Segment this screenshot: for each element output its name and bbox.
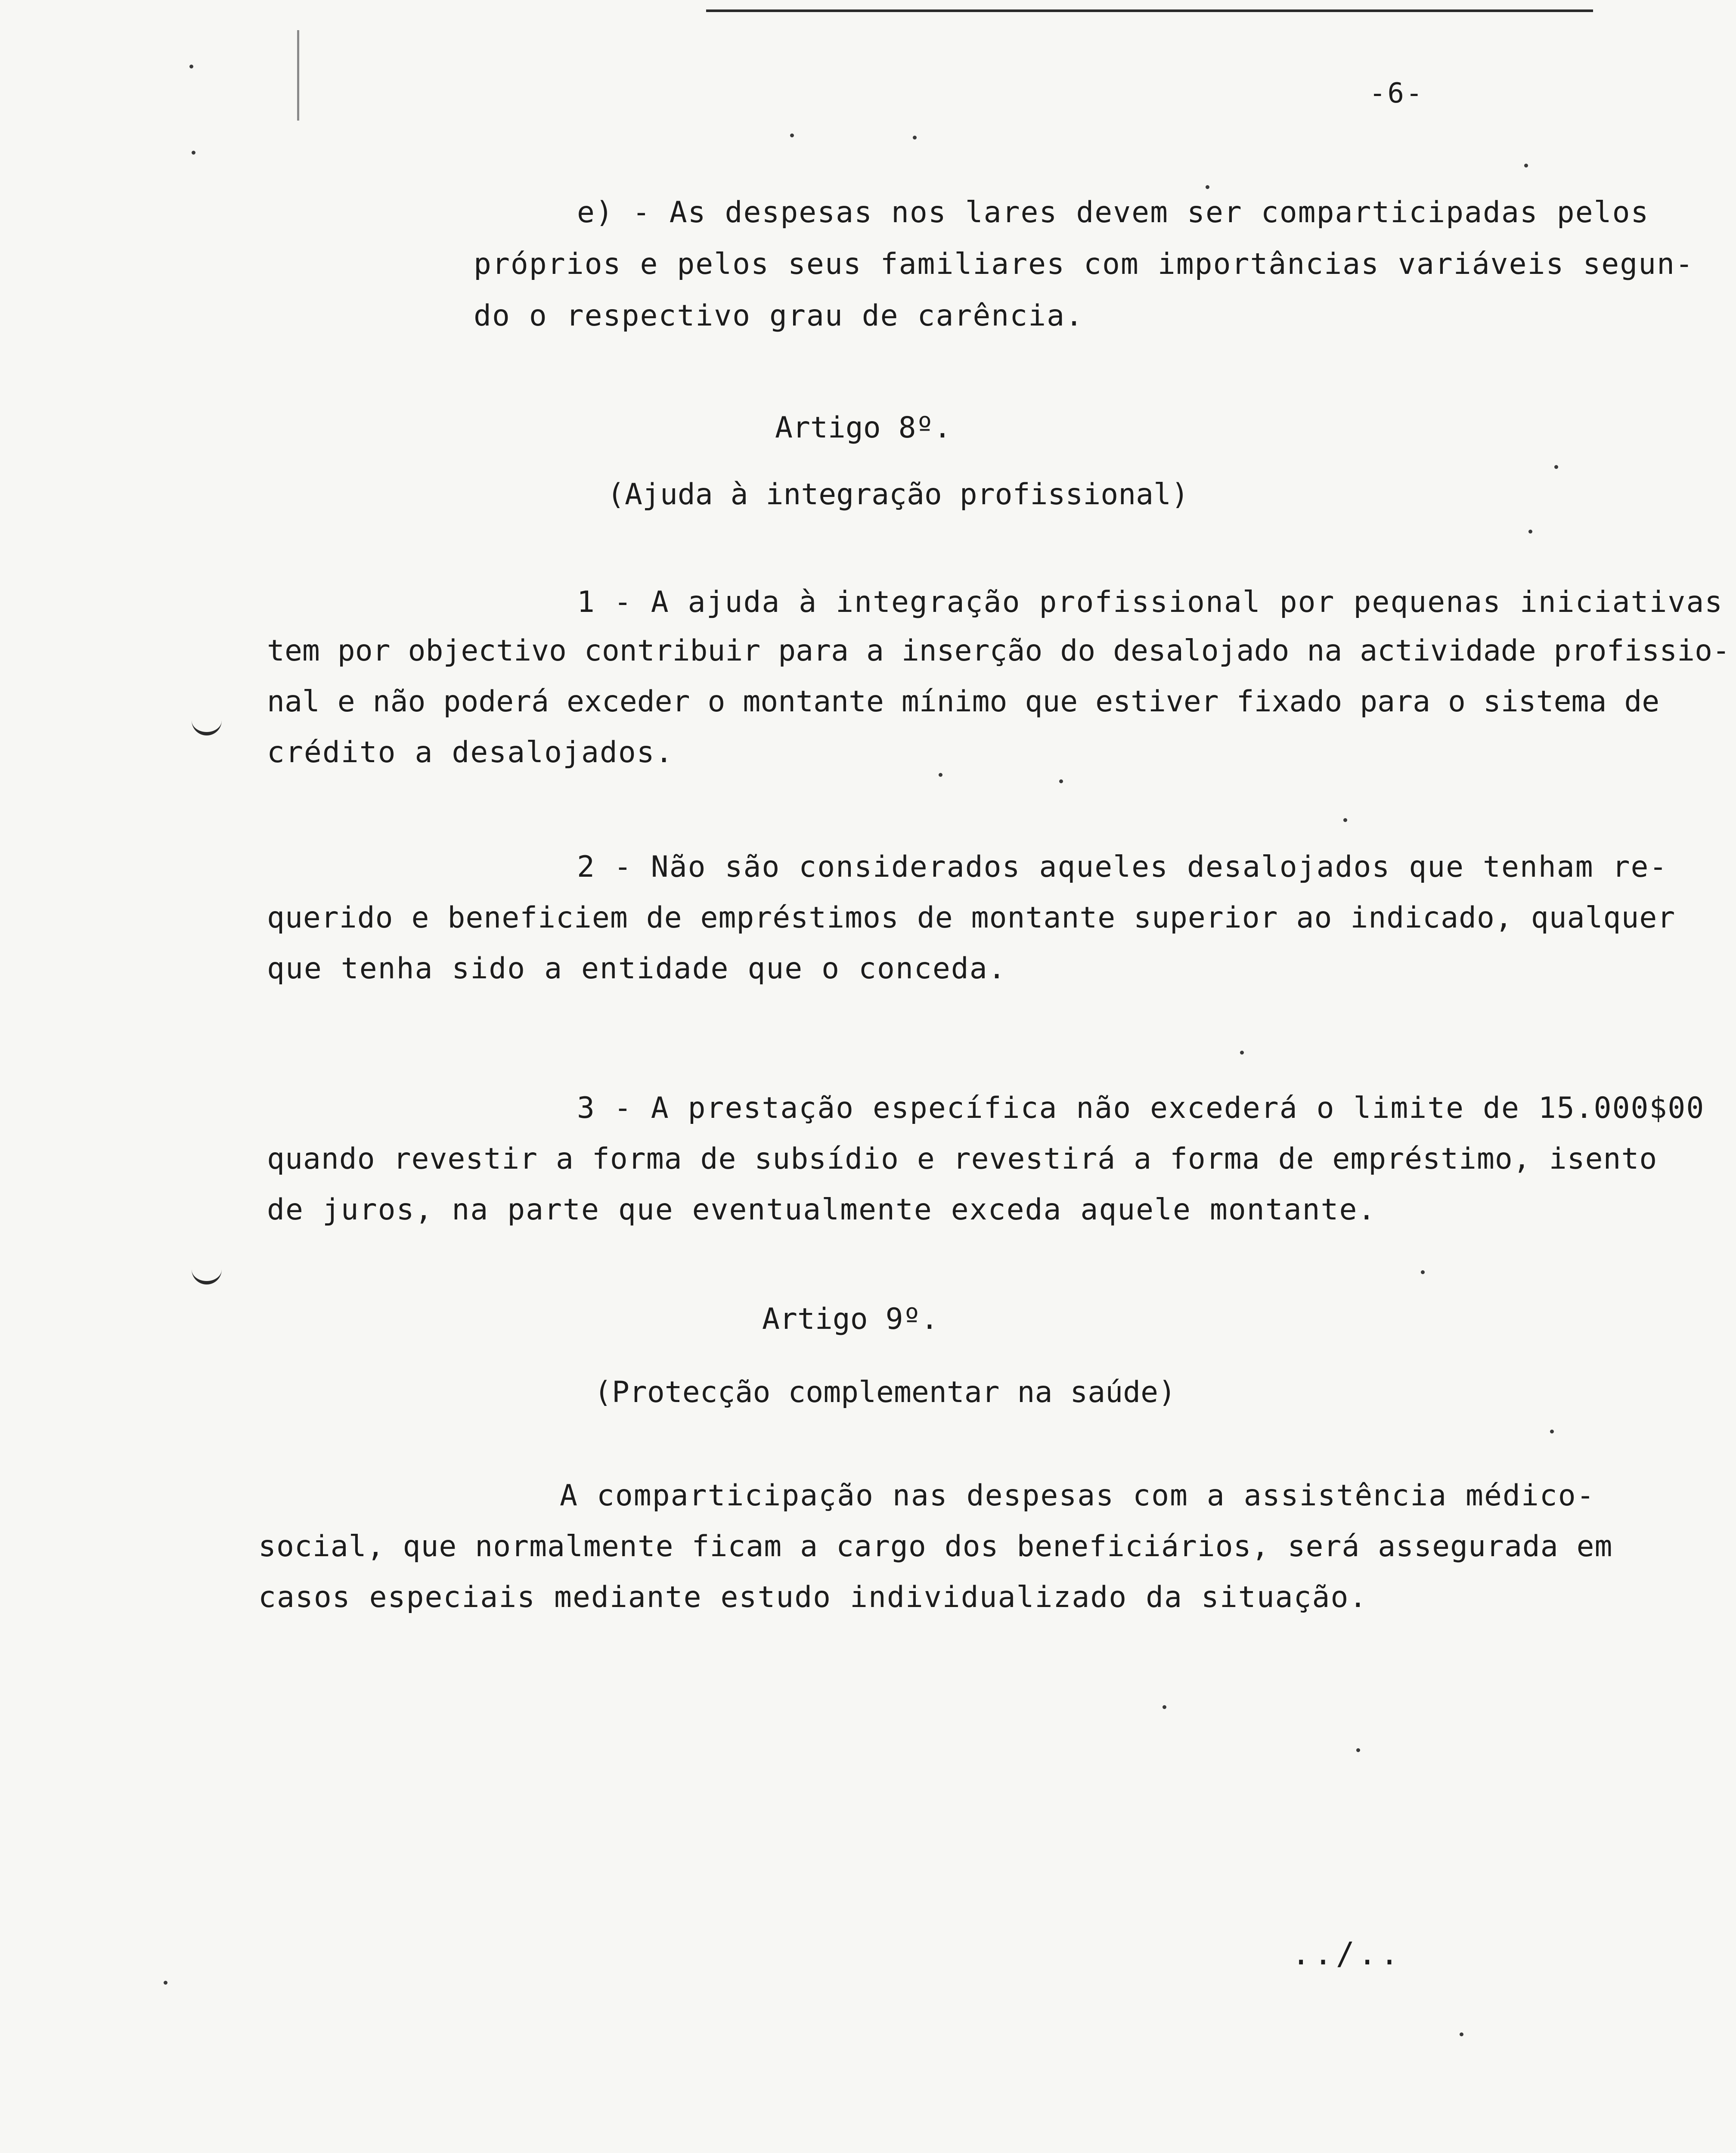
artigo-9-p1-line-1: A comparticipação nas despesas com a assistência médico- — [560, 1479, 1595, 1513]
scan-speck — [1550, 1430, 1554, 1433]
scan-speck — [1554, 465, 1558, 469]
artigo-8-p1-line-2: tem por objectivo contribuir para a inserção do desalojado na actividade profissio- — [267, 634, 1730, 668]
section-e-line-1: e) - As despesas nos lares devem ser comparticipadas pelos — [577, 195, 1649, 230]
artigo-8-p1-line-4: crédito a desalojados. — [267, 735, 674, 769]
scan-speck — [1528, 530, 1532, 534]
section-e-line-2: próprios e pelos seus familiares com importâncias variáveis segun- — [474, 247, 1694, 281]
artigo-9-p1-line-2: social, que normalmente ficam a cargo dos beneficiários, será assegurada em — [258, 1529, 1613, 1564]
artigo-9-p1-line-3: casos especiais mediante estudo individualizado da situação. — [258, 1580, 1368, 1614]
artigo-8-p2-line-3: que tenha sido a entidade que o conceda. — [267, 952, 1007, 986]
artigo-8-heading: Artigo 8º. — [775, 411, 952, 445]
page-number: -6- — [1369, 78, 1424, 109]
scan-speck — [1343, 818, 1347, 822]
continuation-mark: ../.. — [1292, 1936, 1402, 1972]
artigo-8-p2-line-2: querido e beneficiem de empréstimos de montante superior ao indicado, qualquer — [267, 901, 1676, 935]
scan-speck — [1524, 164, 1528, 168]
scan-speck — [164, 1981, 167, 1985]
scan-speck — [1206, 185, 1209, 189]
scan-speck — [1356, 1748, 1360, 1752]
scan-speck — [1059, 779, 1063, 783]
margin-line — [297, 30, 299, 121]
artigo-8-p2-line-1: 2 - Não são considerados aqueles desalojados que tenham re- — [577, 850, 1668, 884]
scan-speck — [189, 65, 193, 68]
artigo-8-p3-line-2: quando revestir a forma de subsídio e revestirá a forma de empréstimo, isento — [267, 1142, 1658, 1176]
punch-hole-mark-upper — [192, 715, 222, 735]
scan-speck — [790, 133, 794, 137]
artigo-9-subheading: (Protecção complementar na saúde) — [594, 1375, 1176, 1409]
scan-speck — [939, 773, 942, 777]
artigo-8-p1-line-3: nal e não poderá exceder o montante mínimo que estiver fixado para o sistema de — [267, 685, 1660, 719]
artigo-8-p3-line-1: 3 - A prestação específica não excederá o limite de 15.000$00 — [577, 1091, 1705, 1125]
scan-speck — [1162, 1705, 1166, 1709]
artigo-8-subheading: (Ajuda à integração profissional) — [607, 478, 1189, 512]
scan-speck — [913, 136, 917, 140]
top-border-line — [706, 9, 1593, 12]
scan-speck — [1460, 2032, 1463, 2036]
scan-speck — [192, 151, 195, 155]
scan-speck — [1240, 1051, 1244, 1055]
artigo-8-p3-line-3: de juros, na parte que eventualmente exceda aquele montante. — [267, 1193, 1376, 1227]
section-e-line-3: do o respectivo grau de carência. — [474, 299, 1084, 333]
scan-speck — [1421, 1270, 1425, 1274]
artigo-9-heading: Artigo 9º. — [762, 1302, 939, 1336]
punch-hole-mark-lower — [192, 1264, 222, 1284]
artigo-8-p1-line-1: 1 - A ajuda à integração profissional por pequenas iniciativas — [577, 585, 1724, 619]
